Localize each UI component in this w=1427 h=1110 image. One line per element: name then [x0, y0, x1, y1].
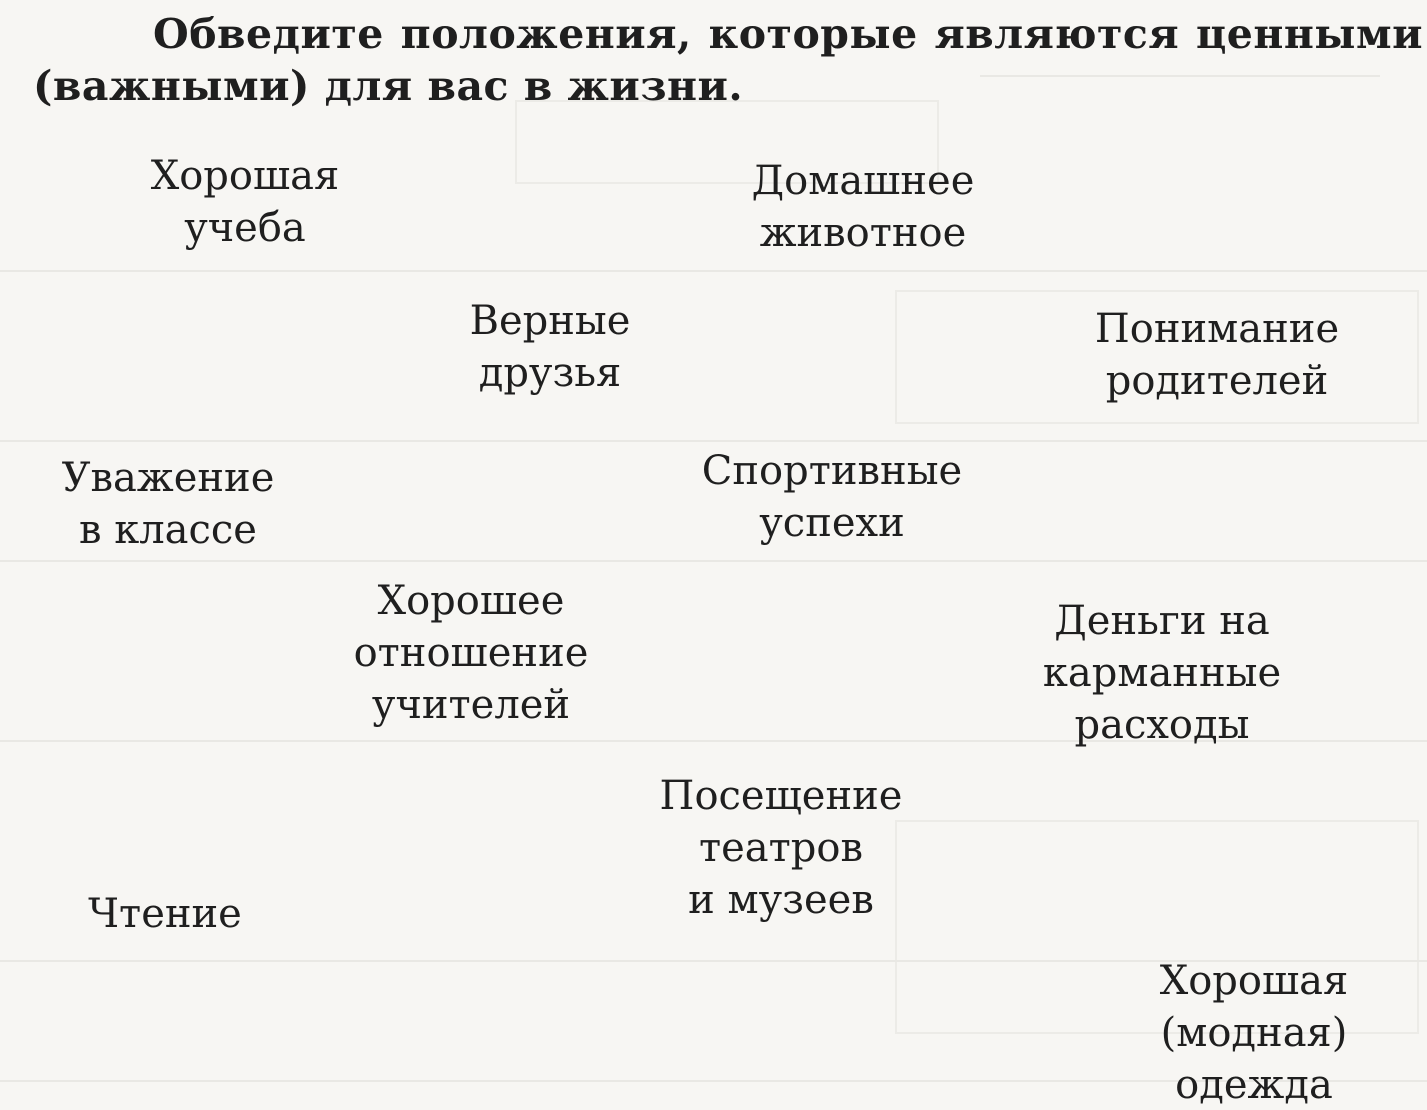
value-good-study[interactable] [151, 150, 340, 254]
value-line: Посещение [659, 773, 903, 819]
value-line: Хорошее [377, 578, 565, 624]
value-reading[interactable] [88, 888, 242, 940]
value-line: Спортивные [701, 448, 963, 494]
value-line: учителей [371, 682, 571, 728]
value-line: театров [699, 825, 863, 871]
bleed-line [0, 270, 1427, 272]
value-line: Хорошая [1159, 958, 1349, 1004]
value-class-respect[interactable] [62, 452, 275, 556]
value-line: Чтение [88, 891, 242, 937]
value-line: и музеев [688, 877, 874, 923]
bleed-line [0, 440, 1427, 442]
value-line: учеба [184, 205, 306, 251]
value-sport-success[interactable] [702, 445, 962, 549]
value-parents-understanding[interactable] [1095, 303, 1339, 407]
value-line: родителей [1105, 358, 1329, 404]
value-line: Верные [469, 298, 631, 344]
value-line: Понимание [1094, 306, 1340, 352]
value-line: успехи [759, 500, 905, 546]
value-line: Хорошая [150, 153, 340, 199]
value-teachers-attitude[interactable] [354, 575, 589, 731]
value-line: Деньги на [1054, 598, 1270, 644]
value-pet[interactable] [752, 155, 975, 259]
value-line: Домашнее [751, 158, 975, 204]
value-loyal-friends[interactable] [470, 295, 631, 399]
value-line: одежда [1175, 1062, 1333, 1108]
value-pocket-money[interactable] [1043, 595, 1281, 751]
value-fashion-clothes[interactable] [1160, 955, 1349, 1110]
value-line: Уважение [61, 455, 275, 501]
bleed-line [0, 560, 1427, 562]
value-theatres-museums[interactable] [660, 770, 903, 926]
value-line: расходы [1074, 702, 1250, 748]
value-line: животное [759, 210, 967, 256]
value-line: (модная) [1160, 1010, 1348, 1056]
value-line: в классе [79, 507, 257, 553]
value-line: отношение [353, 630, 589, 676]
value-line: карманные [1042, 650, 1282, 696]
instruction-text: Обведите положения, которые являются ценными (важными) для вас в жизни. [33, 10, 1423, 110]
value-line: друзья [478, 350, 622, 396]
